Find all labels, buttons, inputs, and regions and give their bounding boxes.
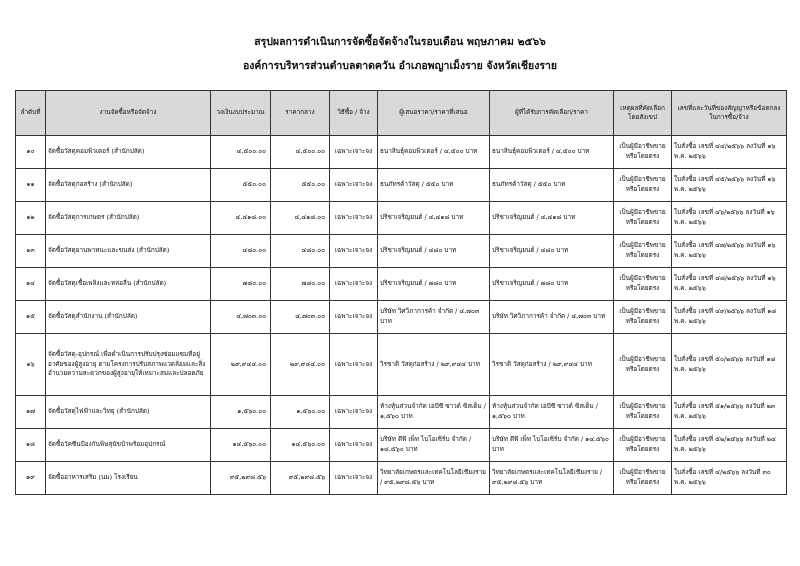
- item-description: จัดซื้อวัสดุคอมพิวเตอร์ (สำนักปลัด): [46, 136, 211, 169]
- selected-vendor-price: ปริชาเจริญยนต์ / ๔,๔๑๘ บาท: [490, 202, 614, 235]
- selection-reason: เป็นผู้มีอาชีพขายหรือโดยตรง: [614, 202, 672, 235]
- selected-vendor-price: ห้างหุ้นส่วนจำกัด เอบีซี ซาวด์ ซิสเต็ม / ๑,๕๖๐ บาท: [490, 396, 614, 429]
- budget-amount: ๔,๕๐๐.๐๐: [211, 136, 271, 169]
- col-header-contract: เลขที่และวันที่ของสัญญาหรือข้อตกลงในการซื้อ/จ้าง: [672, 91, 787, 136]
- contract-reference: ใบสั่งซื้อ เลขที่ ๕๒/๒๕๖๖ ลงวันที่ ๒๔ พ.ค. ๒๕๖๖: [672, 429, 787, 462]
- table-row: [16, 136, 787, 169]
- median-price: ๕๕๐.๐๐: [271, 169, 330, 202]
- table-row: [16, 396, 787, 429]
- item-description: จัดซื้อวัสดุ-อุปกรณ์ เพื่อดำเนินการปรับปรุงซ่อมแซมที่อยู่อาศัยของผู้สูงอายุ ตามโครงการปรับสภาพแวดล้อมและสิ่งอำนวยความสะดวกของผู้สูงอายุให้เหมาะสมและปลอดภัย: [46, 334, 211, 396]
- item-description: จัดซื้อวัสดุยานพาหนะและขนส่ง (สำนักปลัด): [46, 235, 211, 268]
- table-row: [16, 301, 787, 334]
- budget-amount: ๗๘๐.๐๐: [211, 268, 271, 301]
- col-header-method: วิธีซื้อ / จ้าง: [330, 91, 378, 136]
- bidder-price: บริษัท วิศวิภาการค้า จำกัด / ๔,๗๐๓ บาท: [378, 301, 490, 334]
- selected-vendor-price: ปริชาเจริญยนต์ / ๔๘๐ บาท: [490, 235, 614, 268]
- bidder-price: บริษัท ดีพี เพ็ท ไบโอเซิร์บ จำกัด / ๑๔,๕๖๐ บาท: [378, 429, 490, 462]
- selected-vendor-price: วิทยาลัยเกษตรและเทคโนโลยีเชียงราย / ๙๕,๒๙๘.๕๖ บาท: [490, 462, 614, 495]
- table-row: [16, 202, 787, 235]
- median-price: ๗๘๐.๐๐: [271, 268, 330, 301]
- median-price: ๔,๗๐๓.๐๐: [271, 301, 330, 334]
- selection-reason: เป็นผู้มีอาชีพขายหรือโดยตรง: [614, 396, 672, 429]
- row-number: ๑๓: [16, 235, 46, 268]
- header-row: [16, 91, 787, 136]
- procurement-method: เฉพาะเจาะจง: [330, 334, 378, 396]
- median-price: ๔,๔๑๘.๐๐: [271, 202, 330, 235]
- median-price: ๑๔,๕๖๐.๐๐: [271, 429, 330, 462]
- procurement-method: เฉพาะเจาะจง: [330, 268, 378, 301]
- item-description: จัดซื้อวัสดุสำนักงาน (สำนักปลัด): [46, 301, 211, 334]
- median-price: ๔,๕๐๐.๐๐: [271, 136, 330, 169]
- row-number: ๑๐: [16, 136, 46, 169]
- row-number: ๑๙: [16, 462, 46, 495]
- budget-amount: ๒๙,๙๔๔.๐๐: [211, 334, 271, 396]
- budget-amount: ๕๕๐.๐๐: [211, 169, 271, 202]
- procurement-method: เฉพาะเจาะจง: [330, 429, 378, 462]
- procurement-method: เฉพาะเจาะจง: [330, 136, 378, 169]
- contract-reference: ใบสั่งซื้อ เลขที่ ๔๔/๒๕๖๖ ลงวันที่ ๑๖ พ.ค. ๒๕๖๖: [672, 136, 787, 169]
- col-header-no: ลำดับที่: [16, 91, 46, 136]
- table-row: [16, 334, 787, 396]
- budget-amount: ๑๔,๕๖๐.๐๐: [211, 429, 271, 462]
- table-row: [16, 169, 787, 202]
- contract-reference: ใบสั่งซื้อ เลขที่ ๕๑/๒๕๖๖ ลงวันที่ ๒๓ พ.ค. ๒๕๖๖: [672, 396, 787, 429]
- item-description: จัดซื้อวัคซีนป้องกันพิษสุนัขบ้าพร้อมอุปกรณ์: [46, 429, 211, 462]
- page-subtitle: องค์การบริหารส่วนตำบลตาดควัน อำเภอพญาเม็งราย จังหวัดเชียงราย: [242, 60, 558, 72]
- selected-vendor-price: ปริชาเจริญยนต์ / ๗๘๐ บาท: [490, 268, 614, 301]
- median-price: ๑,๕๖๐.๐๐: [271, 396, 330, 429]
- bidder-price: ปริชาเจริญยนต์ / ๔๘๐ บาท: [378, 235, 490, 268]
- procurement-method: เฉพาะเจาะจง: [330, 202, 378, 235]
- procurement-method: เฉพาะเจาะจง: [330, 301, 378, 334]
- row-number: ๑๘: [16, 429, 46, 462]
- item-description: จัดซื้อวัสดุเชื้อเพลิงและหล่อลื่น (สำนักปลัด): [46, 268, 211, 301]
- contract-reference: ใบสั่งซื้อ เลขที่ ๔/๒๕๖๖ ลงวันที่ ๓๐ พ.ค. ๒๕๖๖: [672, 462, 787, 495]
- selection-reason: เป็นผู้มีอาชีพขายหรือโดยตรง: [614, 429, 672, 462]
- budget-amount: ๔,๗๐๓.๐๐: [211, 301, 271, 334]
- table-row: [16, 268, 787, 301]
- item-description: จัดซื้อวัสดุก่อสร้าง (สำนักปลัด): [46, 169, 211, 202]
- row-number: ๑๕: [16, 301, 46, 334]
- bidder-price: ธนภัทรค้าวัสดุ / ๕๕๐ บาท: [378, 169, 490, 202]
- median-price: ๒๙,๙๔๔.๐๐: [271, 334, 330, 396]
- contract-reference: ใบสั่งซื้อ เลขที่ ๔๘/๒๕๖๖ ลงวันที่ ๑๖ พ.ค. ๒๕๖๖: [672, 268, 787, 301]
- median-price: ๙๕,๒๙๘.๕๖: [271, 462, 330, 495]
- item-description: จัดซื้อวัสดุไฟฟ้าและวิทยุ (สำนักปลัด): [46, 396, 211, 429]
- bidder-price: วิทยาลัยเกษตรและเทคโนโลยีเชียงราย / ๙๕,๒๙๘.๕๖ บาท: [378, 462, 490, 495]
- item-description: จัดซื้อวัสดุการเกษตร (สำนักปลัด): [46, 202, 211, 235]
- bidder-price: ปริชาเจริญยนต์ / ๗๘๐ บาท: [378, 268, 490, 301]
- procurement-table: [15, 90, 787, 495]
- procurement-method: เฉพาะเจาะจง: [330, 169, 378, 202]
- budget-amount: ๔,๔๑๘.๐๐: [211, 202, 271, 235]
- contract-reference: ใบสั่งซื้อ เลขที่ ๕๐/๒๕๖๖ ลงวันที่ ๑๘ พ.ค. ๒๕๖๖: [672, 334, 787, 396]
- table-row: [16, 462, 787, 495]
- selected-vendor-price: บริษัท ดีพี เพ็ท ไบโอเซิร์บ จำกัด / ๑๔,๕๖๐ บาท: [490, 429, 614, 462]
- contract-reference: ใบสั่งซื้อ เลขที่ ๔๗/๒๕๖๖ ลงวันที่ ๑๖ พ.ค. ๒๕๖๖: [672, 235, 787, 268]
- col-header-reason: เหตุผลที่คัดเลือกโดยสังเขป: [614, 91, 672, 136]
- budget-amount: ๙๕,๒๙๘.๕๖: [211, 462, 271, 495]
- selected-vendor-price: วิรชาติ วัสดุก่อสร้าง / ๒๙,๙๔๔ บาท: [490, 334, 614, 396]
- procurement-method: เฉพาะเจาะจง: [330, 396, 378, 429]
- bidder-price: ห้างหุ้นส่วนจำกัด เอบีซี ซาวด์ ซิสเต็ม / ๑,๕๖๐ บาท: [378, 396, 490, 429]
- row-number: ๑๔: [16, 268, 46, 301]
- col-header-budget: วงเงินงบประมาณ: [211, 91, 271, 136]
- col-header-item: งานจัดซื้อหรือจัดจ้าง: [46, 91, 211, 136]
- budget-amount: ๔๘๐.๐๐: [211, 235, 271, 268]
- selection-reason: เป็นผู้มีอาชีพขายหรือโดยตรง: [614, 169, 672, 202]
- table-row: [16, 235, 787, 268]
- median-price: ๔๘๐.๐๐: [271, 235, 330, 268]
- selection-reason: เป็นผู้มีอาชีพขายหรือโดยตรง: [614, 235, 672, 268]
- contract-reference: ใบสั่งซื้อ เลขที่ ๔๖/๒๕๖๖ ลงวันที่ ๑๖ พ.ค. ๒๕๖๖: [672, 202, 787, 235]
- col-header-winner: ผู้ที่ได้รับการคัดเลือก/ราคา: [490, 91, 614, 136]
- row-number: ๑๗: [16, 396, 46, 429]
- selection-reason: เป็นผู้มีอาชีพขายหรือโดยตรง: [614, 334, 672, 396]
- procurement-method: เฉพาะเจาะจง: [330, 462, 378, 495]
- selection-reason: เป็นผู้มีอาชีพขายหรือโดยตรง: [614, 268, 672, 301]
- selected-vendor-price: ธนภัทรค้าวัสดุ / ๕๕๐ บาท: [490, 169, 614, 202]
- selected-vendor-price: ธนาสินธุ์คอมพิวเตอร์ / ๔,๕๐๐ บาท: [490, 136, 614, 169]
- row-number: ๑๒: [16, 202, 46, 235]
- page-title: สรุปผลการดำเนินการจัดซื้อจัดจ้างในรอบเดือน พฤษภาคม ๒๕๖๖: [254, 36, 546, 48]
- selection-reason: เป็นผู้มีอาชีพขายหรือโดยตรง: [614, 301, 672, 334]
- row-number: ๑๖: [16, 334, 46, 396]
- selection-reason: เป็นผู้มีอาชีพขายหรือโดยตรง: [614, 136, 672, 169]
- selection-reason: เป็นผู้มีอาชีพขายหรือโดยตรง: [614, 462, 672, 495]
- bidder-price: ปริชาเจริญยนต์ / ๔,๔๑๘ บาท: [378, 202, 490, 235]
- col-header-median-price: ราคากลาง: [271, 91, 330, 136]
- bidder-price: ธนาสินธุ์คอมพิวเตอร์ / ๔,๕๐๐ บาท: [378, 136, 490, 169]
- bidder-price: วิรชาติ วัสดุก่อสร้าง / ๒๙,๙๔๔ บาท: [378, 334, 490, 396]
- item-description: จัดซื้ออาหารเสริม (นม) โรงเรียน: [46, 462, 211, 495]
- selected-vendor-price: บริษัท วิศวิภาการค้า จำกัด / ๔,๗๐๓ บาท: [490, 301, 614, 334]
- contract-reference: ใบสั่งซื้อ เลขที่ ๔๙/๒๕๖๖ ลงวันที่ ๑๘ พ.ค. ๒๕๖๖: [672, 301, 787, 334]
- table-row: [16, 429, 787, 462]
- row-number: ๑๑: [16, 169, 46, 202]
- procurement-method: เฉพาะเจาะจง: [330, 235, 378, 268]
- contract-reference: ใบสั่งซื้อ เลขที่ ๔๕/๒๕๖๖ ลงวันที่ ๑๖ พ.ค. ๒๕๖๖: [672, 169, 787, 202]
- col-header-bidder: ผู้เสนอราคา/ราคาที่เสนอ: [378, 91, 490, 136]
- budget-amount: ๑,๕๖๐.๐๐: [211, 396, 271, 429]
